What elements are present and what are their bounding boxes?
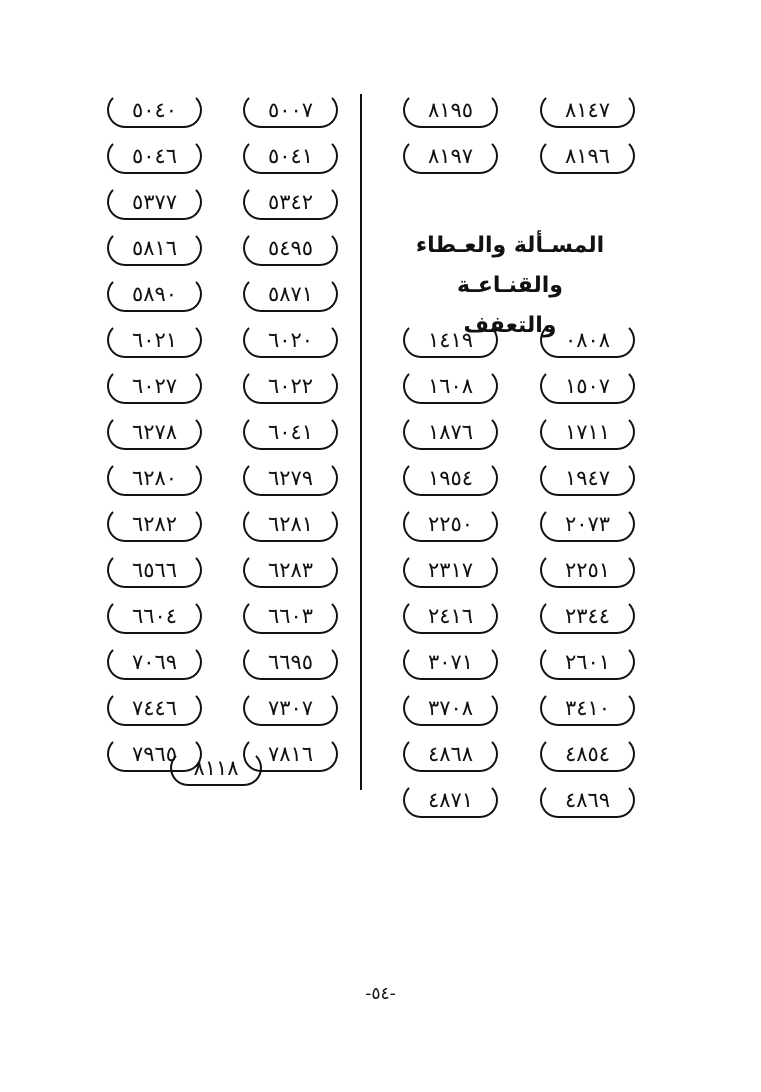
- hadith-number: ٤٨٥٤: [540, 736, 635, 772]
- hadith-number: ٦٠٢٧: [107, 368, 202, 404]
- hadith-number: ٤٨٦٨: [403, 736, 498, 772]
- hadith-number: ٥٤٩٥: [243, 230, 338, 266]
- hadith-number: ٦٢٧٨: [107, 414, 202, 450]
- hadith-number: ١٨٧٦: [403, 414, 498, 450]
- hadith-number: ٦٠٢٠: [243, 322, 338, 358]
- hadith-number: ٦٦٠٤: [107, 598, 202, 634]
- hadith-number: ٦٠٤١: [243, 414, 338, 450]
- hadith-number: ٢٣٤٤: [540, 598, 635, 634]
- hadith-number: ٥٠٤٦: [107, 138, 202, 174]
- hadith-number: ٥٣٤٢: [243, 184, 338, 220]
- hadith-number: ٧٩٦٥: [107, 736, 202, 772]
- hadith-number: ٢٠٧٣: [540, 506, 635, 542]
- heading-line-2: والتعفف: [463, 313, 557, 338]
- hadith-number: ١٩٥٤: [403, 460, 498, 496]
- hadith-number: ٤٨٧١: [403, 782, 498, 818]
- hadith-number: ٨١٩٦: [540, 138, 635, 174]
- column-divider: [360, 94, 362, 790]
- hadith-number: ٦٢٨٠: [107, 460, 202, 496]
- hadith-number: ٥٨١٦: [107, 230, 202, 266]
- hadith-number: ٨١٤٧: [540, 92, 635, 128]
- hadith-number: ٨١٩٥: [403, 92, 498, 128]
- hadith-number: ٥٠٤١: [243, 138, 338, 174]
- hadith-number: ٦٠٢١: [107, 322, 202, 358]
- hadith-number: ٥٨٩٠: [107, 276, 202, 312]
- hadith-number: ٦٠٢٢: [243, 368, 338, 404]
- right-half-right-column: [540, 92, 635, 828]
- hadith-number: ٦٥٦٦: [107, 552, 202, 588]
- hadith-number: ٥٣٧٧: [107, 184, 202, 220]
- section-heading: [385, 226, 635, 346]
- hadith-number: ٣٤١٠: [540, 690, 635, 726]
- hadith-number: ٦٦٩٥: [243, 644, 338, 680]
- hadith-number: ١٦٠٨: [403, 368, 498, 404]
- hadith-number: ٦٦٠٣: [243, 598, 338, 634]
- page-number: -٥٤-: [365, 984, 396, 1004]
- hadith-number: ٢٢٥٠: [403, 506, 498, 542]
- hadith-number: ٨١٩٧: [403, 138, 498, 174]
- hadith-number: ٦٢٨٣: [243, 552, 338, 588]
- right-half-left-column: [403, 92, 498, 828]
- hadith-number: ٥٨٧١: [243, 276, 338, 312]
- hadith-number: ٥٠٤٠: [107, 92, 202, 128]
- hadith-number: ٧٣٠٧: [243, 690, 338, 726]
- hadith-number: ٧٤٤٦: [107, 690, 202, 726]
- hadith-number: ١٤١٩: [403, 322, 498, 358]
- hadith-number: ١٧١١: [540, 414, 635, 450]
- left-half-right-column: [243, 92, 338, 782]
- hadith-number: ٦٢٧٩: [243, 460, 338, 496]
- hadith-number: ٢٢٥١: [540, 552, 635, 588]
- hadith-number: ٧٨١٦: [243, 736, 338, 772]
- hadith-number: ١٥٠٧: [540, 368, 635, 404]
- hadith-number: ٣٠٧١: [403, 644, 498, 680]
- hadith-number: ٠٨٠٨: [540, 322, 635, 358]
- hadith-number: ٢٣١٧: [403, 552, 498, 588]
- left-half-left-column: [107, 92, 202, 782]
- hadith-number: ٥٠٠٧: [243, 92, 338, 128]
- hadith-number: ٦٢٨١: [243, 506, 338, 542]
- hadith-number: ٤٨٦٩: [540, 782, 635, 818]
- hadith-number: ١٩٤٧: [540, 460, 635, 496]
- hadith-number: ٢٤١٦: [403, 598, 498, 634]
- hadith-number: ٣٧٠٨: [403, 690, 498, 726]
- hadith-number: ٧٠٦٩: [107, 644, 202, 680]
- hadith-number: ٦٢٨٢: [107, 506, 202, 542]
- hadith-number: ٢٦٠١: [540, 644, 635, 680]
- heading-line-1: المسـألة والعـطاء والقنـاعـة: [415, 233, 605, 298]
- hadith-number-last: ٨١١٨: [170, 750, 262, 786]
